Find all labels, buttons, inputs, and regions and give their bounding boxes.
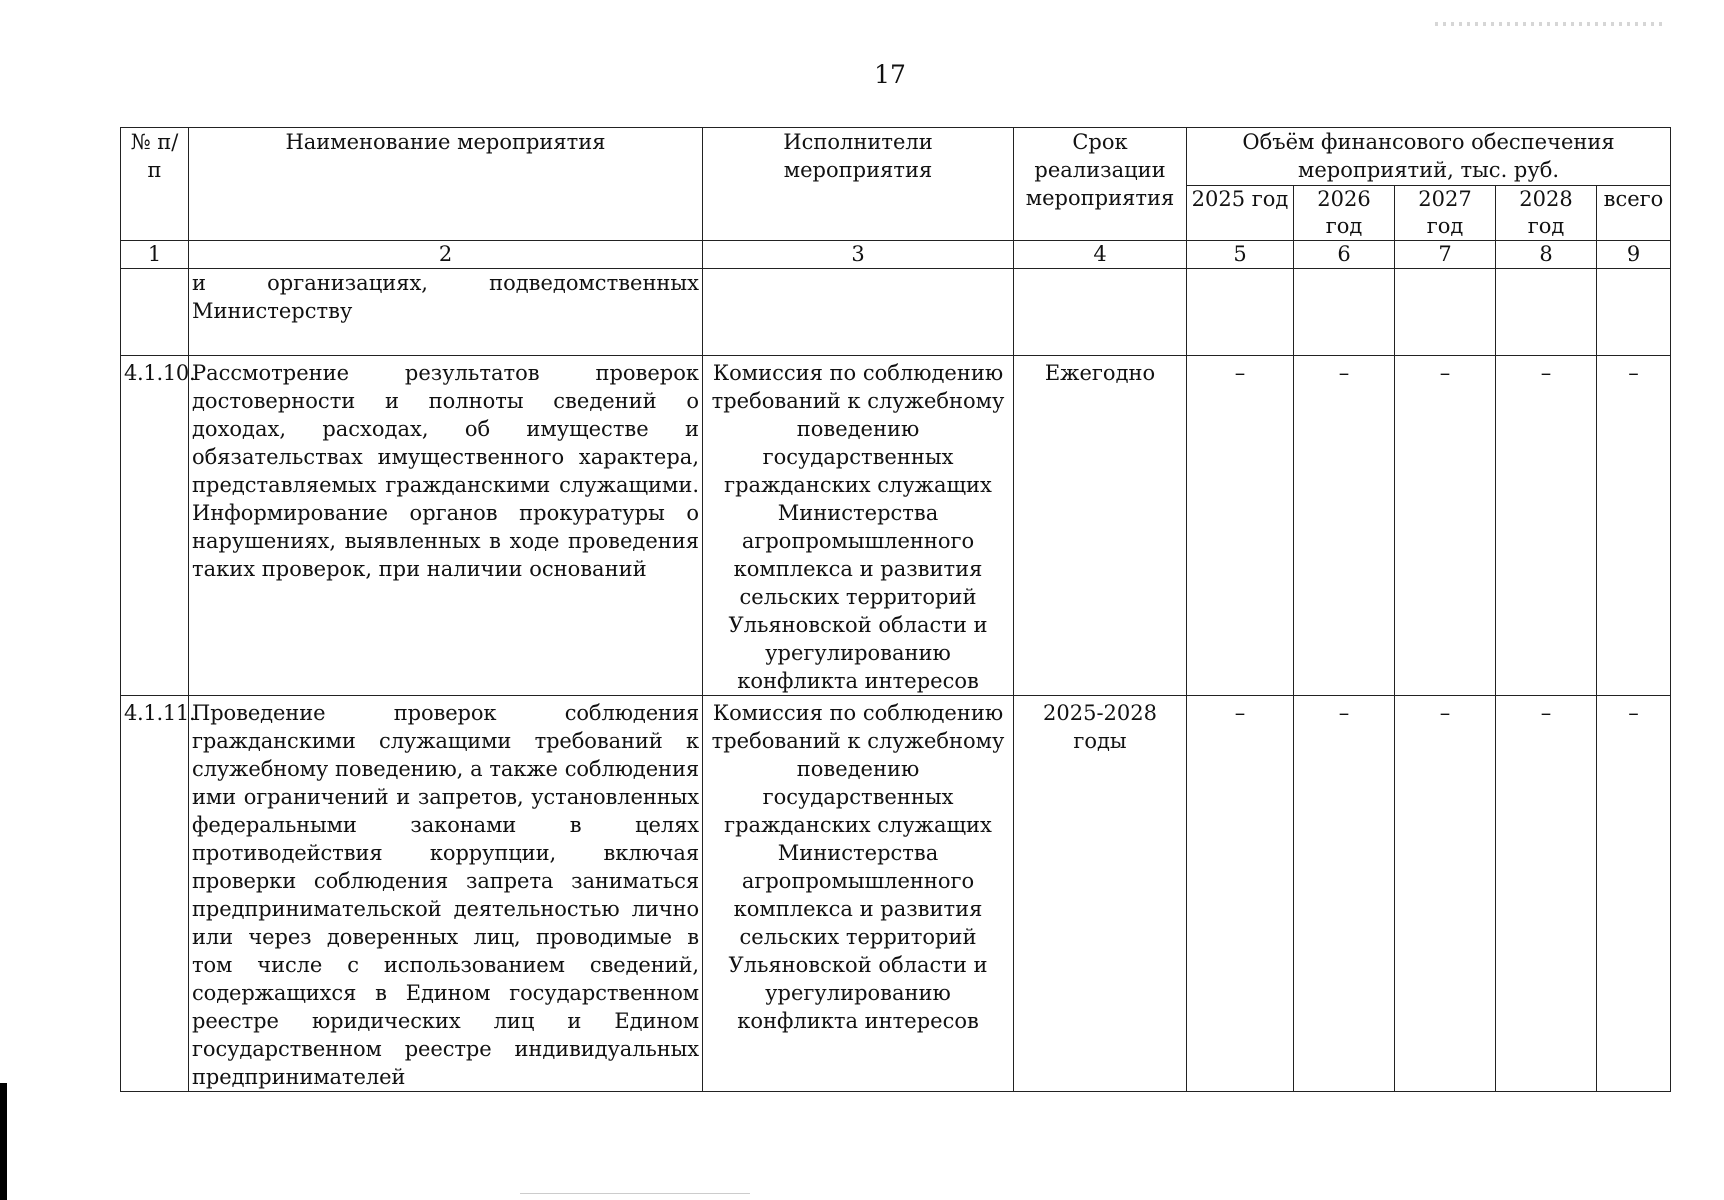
measure-executors xyxy=(703,269,1014,356)
header-term: Срок реализации мероприятия xyxy=(1014,128,1187,241)
column-number: 6 xyxy=(1294,241,1395,269)
header-year-2026: 2026 год xyxy=(1294,186,1395,241)
value-2028: – xyxy=(1496,696,1597,1092)
row-number: 4.1.11. xyxy=(121,696,189,1092)
header-total: всего xyxy=(1597,186,1671,241)
measures-table xyxy=(120,127,1671,1092)
header-year-2027: 2027 год xyxy=(1395,186,1496,241)
value-2025 xyxy=(1187,269,1294,356)
scan-edge-mark xyxy=(0,1083,7,1200)
value-2026 xyxy=(1294,269,1395,356)
column-number: 3 xyxy=(703,241,1014,269)
measure-executors: Комиссия по соблюдению требований к служебному поведению государственных гражданских служащих Министерства агропромышленного комплекса и развития сельских территорий Ульяновской области и урегулированию конфликта интересов xyxy=(703,356,1014,696)
row-number: 4.1.10. xyxy=(121,356,189,696)
value-2025: – xyxy=(1187,356,1294,696)
value-2027: – xyxy=(1395,696,1496,1092)
value-total xyxy=(1597,269,1671,356)
column-number: 4 xyxy=(1014,241,1187,269)
header-name: Наименование мероприятия xyxy=(189,128,703,241)
measure-executors: Комиссия по соблюдению требований к служебному поведению государственных гражданских служащих Министерства агропромышленного комплекса и развития сельских территорий Ульяновской области и урегулированию конфликта интересов xyxy=(703,696,1014,1092)
column-number: 7 xyxy=(1395,241,1496,269)
value-2025: – xyxy=(1187,696,1294,1092)
measure-term: 2025-2028 годы xyxy=(1014,696,1187,1092)
column-numbers-row xyxy=(121,241,1671,269)
value-2028: – xyxy=(1496,356,1597,696)
measure-name: и организациях, подведомственных Министерству xyxy=(189,269,703,356)
column-number: 5 xyxy=(1187,241,1294,269)
measure-name: Проведение проверок соблюдения гражданскими служащими требований к служебному поведению, а также соблюдения ими ограничений и запретов, установленных федеральными законами в целях противодействия коррупции, включая проверки соблюдения запрета заниматься предпринимательской деятельностью лично или через доверенных лиц, проводимые в том числе с использованием сведений, содержащихся в Едином государственном реестре юридических лиц и Едином государственном реестре индивидуальных предпринимателей xyxy=(189,696,703,1092)
table-row xyxy=(121,356,1671,696)
measure-term xyxy=(1014,269,1187,356)
value-total: – xyxy=(1597,356,1671,696)
table-row xyxy=(121,696,1671,1092)
value-2026: – xyxy=(1294,356,1395,696)
header-year-2025: 2025 год xyxy=(1187,186,1294,241)
table-row xyxy=(121,269,1671,356)
scan-artifact xyxy=(1435,22,1665,26)
header-finance: Объём финансового обеспечения мероприятий, тыс. руб. xyxy=(1187,128,1671,186)
measure-term: Ежегодно xyxy=(1014,356,1187,696)
value-total: – xyxy=(1597,696,1671,1092)
row-number xyxy=(121,269,189,356)
measure-name: Рассмотрение результатов проверок достоверности и полноты сведений о доходах, расходах, об имуществе и обязательствах имущественного характера, представляемых гражданскими служащими. Информирование органов прокуратуры о нарушениях, выявленных в ходе проведения таких проверок, при наличии оснований xyxy=(189,356,703,696)
column-number: 9 xyxy=(1597,241,1671,269)
value-2027: – xyxy=(1395,356,1496,696)
value-2028 xyxy=(1496,269,1597,356)
column-number: 1 xyxy=(121,241,189,269)
value-2027 xyxy=(1395,269,1496,356)
scan-artifact xyxy=(520,1193,750,1194)
page-number: 17 xyxy=(874,60,906,89)
header-executors: Исполнители мероприятия xyxy=(703,128,1014,241)
header-year-2028: 2028 год xyxy=(1496,186,1597,241)
value-2026: – xyxy=(1294,696,1395,1092)
column-number: 8 xyxy=(1496,241,1597,269)
column-number: 2 xyxy=(189,241,703,269)
header-num: № п/п xyxy=(121,128,189,241)
